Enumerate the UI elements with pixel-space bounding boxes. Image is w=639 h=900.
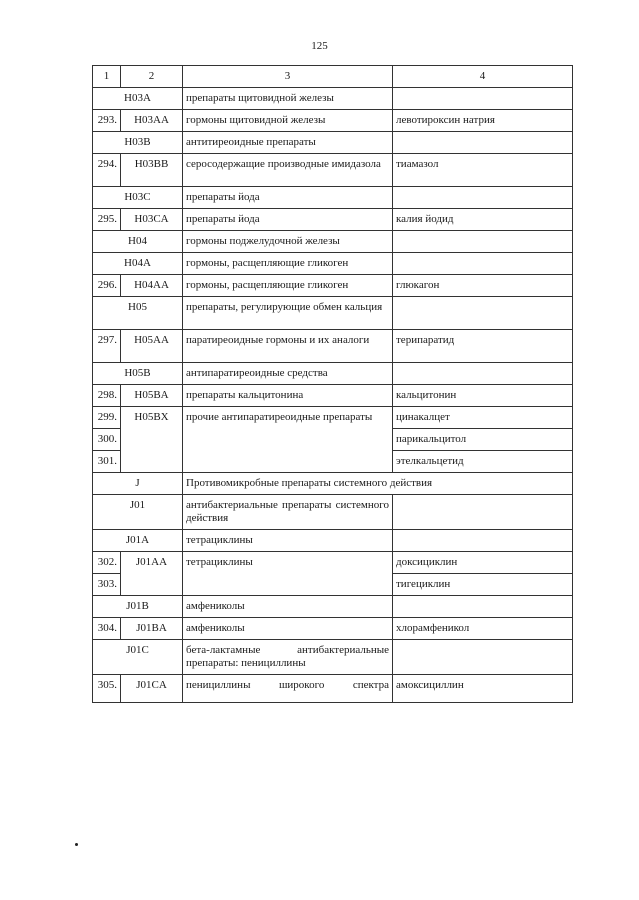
table-row xyxy=(93,552,573,574)
atc-group-name: препараты кальцитонина xyxy=(183,385,393,407)
atc-group-name: гормоны, расщепляющие гликоген xyxy=(183,253,393,275)
drug-name xyxy=(393,640,573,675)
row-number: 296. xyxy=(93,275,121,297)
drug-name: этелкальцетид xyxy=(393,451,573,473)
atc-group-code: H03C xyxy=(93,187,183,209)
header-cell: 4 xyxy=(393,66,573,88)
drug-name: цинакалцет xyxy=(393,407,573,429)
atc-code: H03AA xyxy=(121,110,183,132)
atc-group-name: гормоны поджелудочной железы xyxy=(183,231,393,253)
drug-name: тигециклин xyxy=(393,574,573,596)
atc-group-name: прочие антипаратиреоидные препараты xyxy=(183,407,393,473)
drug-name: левотироксин натрия xyxy=(393,110,573,132)
atc-code: H05BA xyxy=(121,385,183,407)
table-header-row xyxy=(93,66,573,88)
atc-group-name: гормоны щитовидной железы xyxy=(183,110,393,132)
atc-group-code: H05B xyxy=(93,363,183,385)
atc-group-code: J01A xyxy=(93,530,183,552)
row-number: 304. xyxy=(93,618,121,640)
table-row xyxy=(93,88,573,110)
atc-group-code: J xyxy=(93,473,183,495)
table-row xyxy=(93,618,573,640)
table-row xyxy=(93,473,573,495)
row-number: 293. xyxy=(93,110,121,132)
row-number: 300. xyxy=(93,429,121,451)
table-row xyxy=(93,154,573,187)
atc-group-name: тетрациклины xyxy=(183,552,393,596)
drug-table xyxy=(92,65,573,703)
table-row xyxy=(93,132,573,154)
atc-group-name: амфениколы xyxy=(183,618,393,640)
atc-group-name: Противомикробные препараты системного действия xyxy=(183,473,573,495)
drug-name xyxy=(393,596,573,618)
atc-group-code: J01B xyxy=(93,596,183,618)
table-row xyxy=(93,209,573,231)
atc-group-code: H04A xyxy=(93,253,183,275)
drug-name xyxy=(393,132,573,154)
table-row xyxy=(93,275,573,297)
row-number: 298. xyxy=(93,385,121,407)
drug-name: амоксициллин xyxy=(393,675,573,703)
drug-name xyxy=(393,297,573,330)
table-row xyxy=(93,640,573,675)
atc-code: H05AA xyxy=(121,330,183,363)
table-row xyxy=(93,385,573,407)
page-number: 125 xyxy=(311,40,328,52)
drug-name xyxy=(393,495,573,530)
row-number: 295. xyxy=(93,209,121,231)
table-row xyxy=(93,253,573,275)
atc-group-name: бета-лактамные антибактериальные препараты: пенициллины xyxy=(183,640,393,675)
atc-code: H03BB xyxy=(121,154,183,187)
drug-name xyxy=(393,187,573,209)
table-row xyxy=(93,530,573,552)
table-row xyxy=(93,231,573,253)
atc-group-code: J01 xyxy=(93,495,183,530)
drug-name xyxy=(393,231,573,253)
drug-name: доксициклин xyxy=(393,552,573,574)
atc-group-name: препараты, регулирующие обмен кальция xyxy=(183,297,393,330)
atc-group-name: амфениколы xyxy=(183,596,393,618)
table-row xyxy=(93,187,573,209)
drug-name xyxy=(393,88,573,110)
atc-group-code: H03A xyxy=(93,88,183,110)
row-number: 294. xyxy=(93,154,121,187)
table-row xyxy=(93,675,573,703)
atc-group-name: препараты йода xyxy=(183,209,393,231)
drug-name: кальцитонин xyxy=(393,385,573,407)
drug-name: тиамазол xyxy=(393,154,573,187)
atc-group-name: пенициллины широкого спектра xyxy=(183,675,393,703)
header-cell: 1 xyxy=(93,66,121,88)
row-number: 303. xyxy=(93,574,121,596)
atc-group-name: антитиреоидные препараты xyxy=(183,132,393,154)
drug-name xyxy=(393,253,573,275)
atc-group-name: антипаратиреоидные средства xyxy=(183,363,393,385)
atc-code: H04AA xyxy=(121,275,183,297)
row-number: 305. xyxy=(93,675,121,703)
table-row xyxy=(93,297,573,330)
atc-code: J01CA xyxy=(121,675,183,703)
atc-group-code: H05 xyxy=(93,297,183,330)
atc-code: J01AA xyxy=(121,552,183,596)
atc-code: H05BX xyxy=(121,407,183,473)
atc-code: H03CA xyxy=(121,209,183,231)
table-row xyxy=(93,495,573,530)
atc-group-name: гормоны, расщепляющие гликоген xyxy=(183,275,393,297)
drug-name: парикальцитол xyxy=(393,429,573,451)
drug-name: хлорамфеникол xyxy=(393,618,573,640)
atc-code: J01BA xyxy=(121,618,183,640)
atc-group-name: паратиреоидные гормоны и их аналоги xyxy=(183,330,393,363)
drug-name: глюкагон xyxy=(393,275,573,297)
table-row xyxy=(93,596,573,618)
table-row xyxy=(93,330,573,363)
atc-group-code: J01C xyxy=(93,640,183,675)
atc-group-code: H03B xyxy=(93,132,183,154)
row-number: 301. xyxy=(93,451,121,473)
row-number: 299. xyxy=(93,407,121,429)
atc-group-name: тетрациклины xyxy=(183,530,393,552)
atc-group-name: препараты щитовидной железы xyxy=(183,88,393,110)
table-row xyxy=(93,363,573,385)
row-number: 302. xyxy=(93,552,121,574)
table-row xyxy=(93,110,573,132)
header-cell: 3 xyxy=(183,66,393,88)
header-cell: 2 xyxy=(121,66,183,88)
drug-name: калия йодид xyxy=(393,209,573,231)
atc-group-code: H04 xyxy=(93,231,183,253)
table-row xyxy=(93,407,573,429)
atc-group-name: серосодержащие производные имидазола xyxy=(183,154,393,187)
atc-group-name: антибактериальные препараты системного действия xyxy=(183,495,393,530)
drug-name: терипаратид xyxy=(393,330,573,363)
atc-group-name: препараты йода xyxy=(183,187,393,209)
scan-artifact-dot xyxy=(75,843,78,846)
drug-name xyxy=(393,363,573,385)
drug-name xyxy=(393,530,573,552)
row-number: 297. xyxy=(93,330,121,363)
